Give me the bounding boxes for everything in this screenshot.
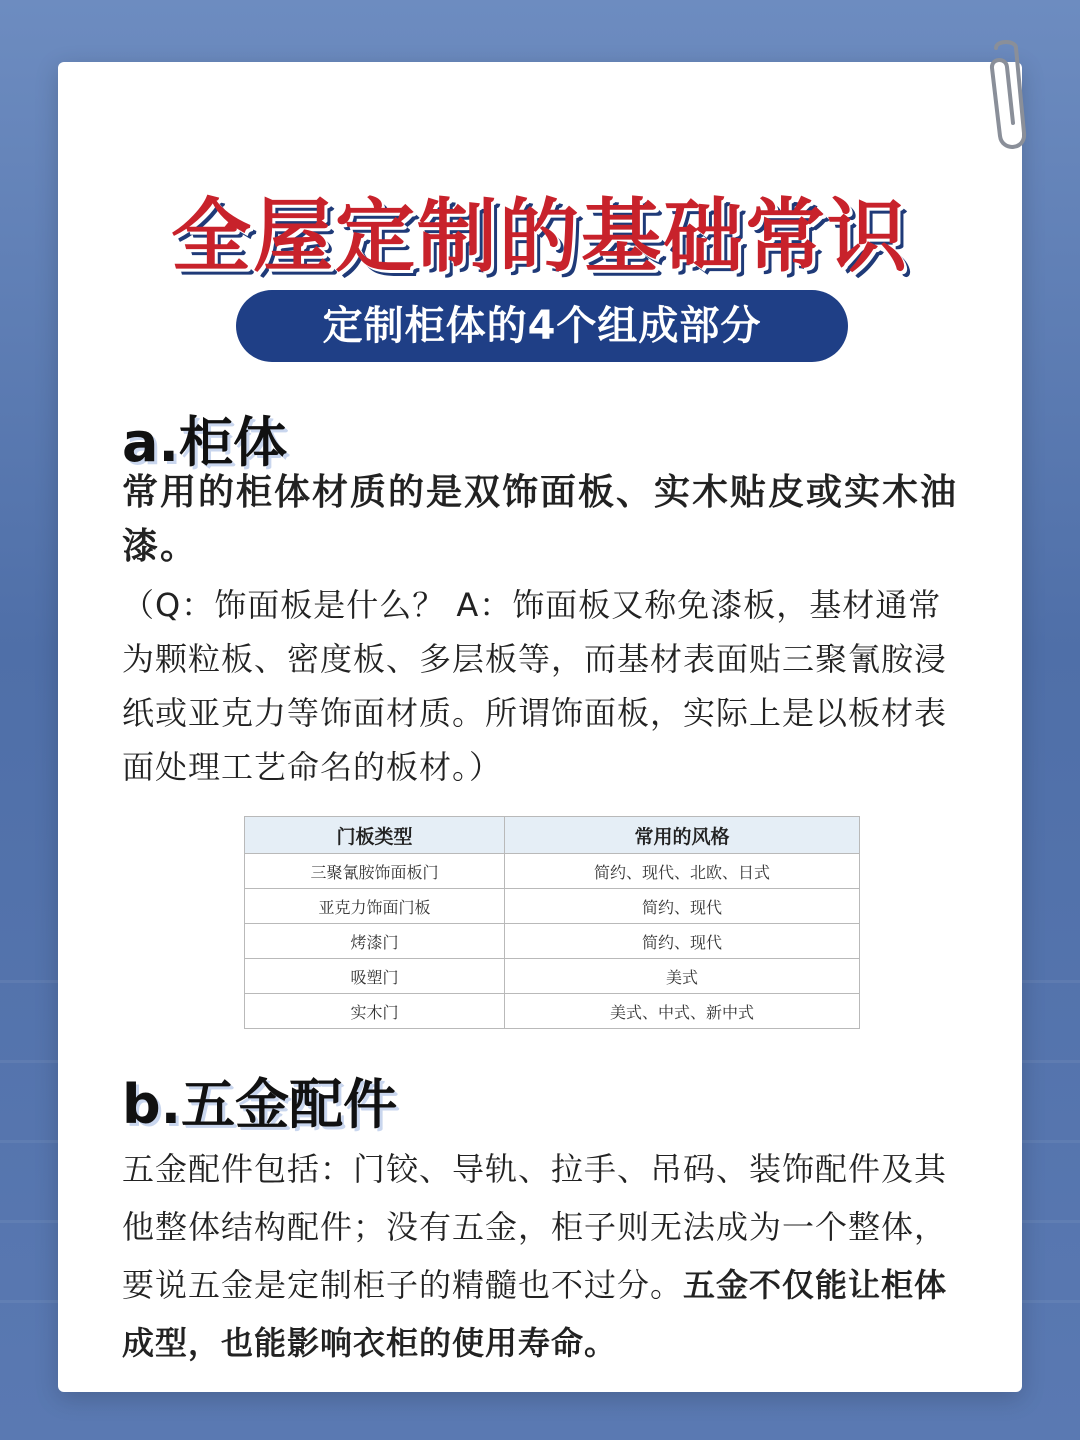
table-header-cell: 常用的风格 xyxy=(504,817,859,854)
section-b-heading: b.五金配件 xyxy=(122,1073,398,1136)
table-cell: 吸塑门 xyxy=(245,959,505,994)
section-b-emphasis: 五金不仅能让柜体成型，也能影响衣柜的使用寿命。 xyxy=(122,1266,948,1362)
table-header-cell: 门板类型 xyxy=(245,817,505,854)
table-row xyxy=(245,959,860,994)
table-cell: 简约、现代 xyxy=(504,924,859,959)
table-header-row xyxy=(245,817,860,854)
table-cell: 简约、现代 xyxy=(504,889,859,924)
table-cell: 美式 xyxy=(504,959,859,994)
table-row xyxy=(245,994,860,1029)
section-a-note: （Q：饰面板是什么？ A：饰面板又称免漆板，基材通常为颗粒板、密度板、多层板等，而基材表面贴三聚氰胺浸纸或亚克力等饰面材质。所谓饰面板，实际上是以板材表面处理工艺命名的板材。） xyxy=(122,586,948,786)
table-row xyxy=(245,924,860,959)
section-a-lead: 常用的柜体材质的是双饰面板、实木贴皮或实木油漆。 xyxy=(122,472,959,567)
paperclip-icon xyxy=(976,38,1036,158)
table-cell: 亚克力饰面门板 xyxy=(245,889,505,924)
table-cell: 简约、现代、北欧、日式 xyxy=(504,854,859,889)
table-row xyxy=(245,854,860,889)
section-a-heading: a.柜体 xyxy=(122,411,287,474)
door-type-table xyxy=(244,816,860,1029)
table-cell: 三聚氰胺饰面板门 xyxy=(245,854,505,889)
table-cell: 美式、中式、新中式 xyxy=(504,994,859,1029)
table-row xyxy=(245,889,860,924)
page-title: 全屋定制的基础常识 xyxy=(171,190,909,283)
section-b-text: 五金配件包括：门铰、导轨、拉手、吊码、装饰配件及其他整体结构配件；没有五金，柜子则无法成为一个整体，要说五金是定制柜子的精髓也不过分。 xyxy=(122,1150,948,1304)
subtitle-pill: 定制柜体的4个组成部分 xyxy=(236,290,848,362)
table-cell: 烤漆门 xyxy=(245,924,505,959)
section-b-paragraph xyxy=(122,1140,972,1372)
table-cell: 实木门 xyxy=(245,994,505,1029)
content-card xyxy=(58,62,1022,1392)
